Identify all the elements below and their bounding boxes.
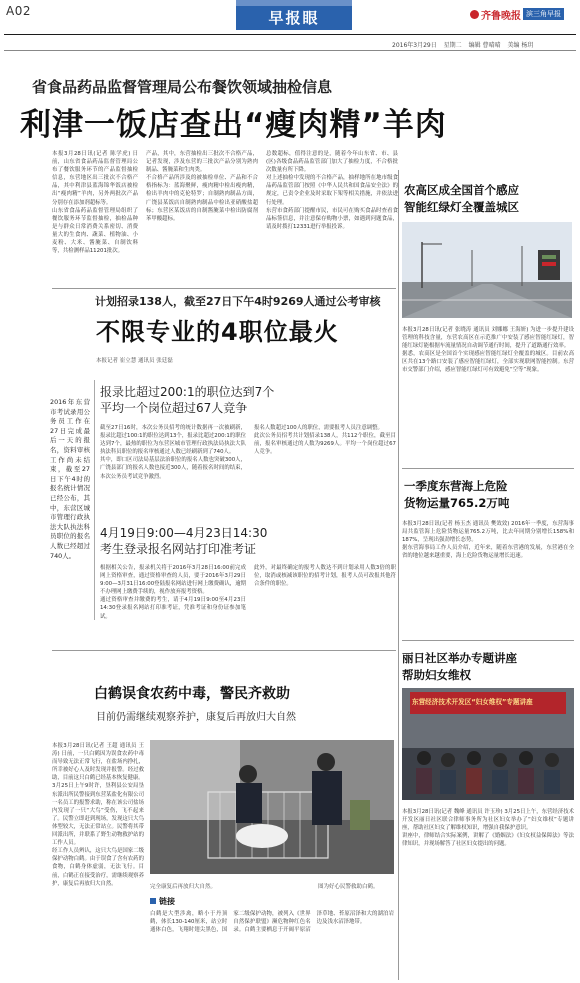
paper-name: 齐鲁晚报 bbox=[481, 10, 521, 22]
crane-photo-art bbox=[150, 740, 394, 874]
exam-top-rule bbox=[52, 288, 396, 289]
lead-para: 山东省食品药品监督管理局组织了餐饮服务环节监督抽检，抽检品种是与群众日常消费关系密切、消费量大的生食肉、蔬菜、植物油、小麦粉、大米、酱腌菜、自制饮料等，共检测样品11201批次。 bbox=[52, 207, 138, 255]
right-story-3-title-line1: 丽日社区举办专题讲座 bbox=[402, 651, 517, 665]
right-story-3-para: 本报3月28日讯(记者 魏峰 通讯员 许玉珍) 3月25日上午，东营经济技术开发区丽日社区联合律师事务所为社区妇女举办了“妇女维权”专题讲座，帮助社区妇女了解维权知识，增强自我保护意识。 bbox=[402, 809, 574, 832]
dateline-rule bbox=[4, 50, 576, 51]
right-story-2-body bbox=[402, 520, 574, 632]
exam-body-2b bbox=[254, 564, 396, 640]
issue-date: 2016年3月29日 bbox=[392, 42, 437, 49]
lead-headline: 利津一饭店查出“瘦肉精”羊肉 bbox=[20, 107, 447, 143]
right-story-2-title-line2: 货物运量765.2万吨 bbox=[404, 496, 510, 510]
crane-top-rule bbox=[52, 650, 396, 651]
crane-headline: 白鹤误食农药中毒，警民齐救助 bbox=[94, 686, 290, 702]
right-story-3-title-line2: 帮助妇女维权 bbox=[402, 668, 471, 682]
exam-headline: 不限专业的4职位最火 bbox=[96, 318, 339, 346]
exam-subhead-2-line1: 4月19日9:00—4月23日14:30 bbox=[100, 526, 268, 540]
exam-subhead-1-line1: 报录比超过200:1的职位达到7个 bbox=[100, 385, 275, 399]
right-story-3-headline bbox=[402, 650, 517, 684]
crane-para: 经工作人员辨认，这只大鸟是国家二级保护动物白鹤。由于误食了含有农药的食物，白鹤身体虚弱，无法飞行。目前，白鹤正在接受治疗，需继续观察养护，康复后再放归大自然。 bbox=[52, 848, 144, 887]
right-story-1-title-line1: 农高区成全国首个感应 bbox=[404, 183, 519, 197]
exam-para: 通过资格审查并缴费的考生，请于4月19日9:00至4月23日14:30登录报名网站打印准考证，凭准考证和身份证参加笔试。 bbox=[100, 597, 246, 620]
right-story-3-para: 讲座中，律师结合实际案例，讲解了《婚姻法》《妇女权益保障法》等法律知识，并现场解答了社区妇女提出的问题。 bbox=[402, 833, 574, 848]
lead-para: 总数超标，值得注意的是，随着今年山东省、市、县(区)各级食品药品监管部门加大了抽检力度，不合格批次数量有所下降。 bbox=[266, 151, 398, 174]
exam-sidebar-divider bbox=[94, 380, 95, 620]
right-story-2-headline bbox=[404, 478, 509, 512]
exam-body-1b bbox=[254, 424, 396, 506]
edition-name: 滨三角早报 bbox=[523, 8, 564, 20]
right-story-2-title-line1: 一季度东营海上危险 bbox=[404, 479, 508, 493]
crane-photo bbox=[150, 740, 394, 874]
exam-sidebar: 2016年东营市考试录用公务员工作在27日完成最后一天的报名，资料审核工作尚未结束，截至27日下午4时的报名统计情况已经公布，其中，东营区城市管理行政执法大队执法科员职位的报名人数已经超过740人。 bbox=[50, 398, 90, 560]
crane-body bbox=[52, 742, 144, 980]
lead-column-2 bbox=[146, 150, 258, 270]
lead-para: 对上述抽检中发现的不合格产品，抽样地所在地市级食品药品监管部门按照《中华人民共和国食品安全法》的规定，已责令企业及时采取下架等相关措施，并依法进行处理。 bbox=[266, 175, 398, 206]
exam-para: 根据相关公告，报录机关将于2016年3月28日16:00前完成网上资格审查，通过资格审查的人员，要于2016年3月29日9:00—3月31日16:00登陆报名网站进行网上缴费确认，逾期不办理网上缴费手续的，视作放弃报考资格。 bbox=[100, 565, 246, 596]
crane-para: 3月25日上午9时许，垦利县公安局垦东派出所民警接到东营某盐化有限公司一名员工的报警求助，称在该公司盐场内发现了一只“大鸟”受伤，飞不起来了。民警立即赶到现场，发现这只大鸟体型较大，无法正常站立。民警将其带回派出所，并联系了野生动物救护站的工作人员。 bbox=[52, 783, 144, 847]
exam-para: 此外，对最终确定的报考人数达不到计划录用人数3倍的职位，取消或核减该职位的招考计划，报考人员可改报其他符合条件的职位。 bbox=[254, 565, 396, 588]
header-rule bbox=[4, 34, 576, 35]
crane-photo-caption: 图为好心民警救助白鹤。 bbox=[318, 884, 379, 890]
lead-para: 不合格产品所涉及的被抽检单位、产品和不合格指标为：蓝海聚鲜，瘦肉精中检出瘦肉精，检出羊肉中的克伦特罗；自制熟肉制品方面，广饶县某饭店自制熟肉制品中检出亚硝酸盐超标；东营区某饭店的自制酱腌菜中检出防腐剂苯甲酸超标。 bbox=[146, 175, 258, 222]
lecture-banner-text: 东营经济技术开发区“妇女维权”专题讲座 bbox=[412, 698, 533, 706]
lead-kicker: 省食品药品监督管理局公布餐饮领域抽检信息 bbox=[32, 78, 333, 96]
crane-note-title: 链接 bbox=[159, 896, 175, 906]
right-story-1-headline bbox=[404, 182, 519, 216]
exam-subhead-2 bbox=[100, 525, 267, 557]
right-rule-1 bbox=[402, 468, 574, 469]
lecture-photo bbox=[402, 688, 574, 800]
editor-credit: 编辑 曹晴晴 bbox=[468, 42, 501, 49]
lead-para: 产品，其中，东营抽检出三批次不合格产品，记者发现，涉及东营的三批次产品分别为熟肉制品、酱腌菜和生肉类。 bbox=[146, 151, 258, 174]
column-divider bbox=[398, 170, 399, 980]
exam-para: 其中，即口区司法局基层法治职位的报名人数也突破300人，广饶县部门的报名人数也接近300人，随着报名时间的结束，本次公务员考试竞争激烈。 bbox=[100, 457, 246, 480]
traffic-light-photo bbox=[402, 222, 572, 318]
exam-subhead-2-line2: 考生登录报名网站打印准考证 bbox=[100, 542, 257, 556]
exam-byline: 本报记者 崔立慧 通讯员 张廷磊 bbox=[96, 358, 173, 364]
lead-column-3 bbox=[266, 150, 398, 270]
crane-subtitle: 目前仍需继续观察养护，康复后再放归大自然 bbox=[96, 712, 296, 723]
exam-para: 此次公务员招考共计划招录138人，共112个职位，截至目前，报名审核通过的人数为9269人。平均一个岗位超过67人竞争。 bbox=[254, 433, 396, 456]
crane-note-body: 白鹤是大型涉禽，略小于丹顶鹤，体长130-140厘米，站立时通体白色，飞翔时翅尖黑色，国家二级保护动物，被列入《世界自然保护联盟》濒危物种红色名录。白鹤主要栖息于开阔平原沼泽草地、苔原沼泽和大的湖泊岩边及浅水沼泽地带。 bbox=[150, 911, 394, 934]
lead-para: 本报3月28日讯(记者 陈学虎) 日前，山东省食品药品监督管理局公布了餐饮服务环节的产品监督抽检信息，东营地区出三批次不合格产品，其中利津县蓝海锦华饭店被检出“瘦肉精”羊肉，另外两批次产品分别存在添加剂超标等。 bbox=[52, 151, 138, 206]
right-story-1-para: 本报3月28日讯(记者 张晓涛 通讯员 刘娜娜 王海妍) 为进一步提升建设管理的科技含量，东营农高区在示范推广中安装了感应智能红绿灯，智能红绿灯能根据车流量情况自动调节通行时间，提升了道路通行效率。 bbox=[402, 327, 574, 350]
exam-body-2a bbox=[100, 564, 246, 640]
exam-subhead-1 bbox=[100, 384, 274, 416]
right-story-2-para: 据东营海事局工作人员介绍，近年来，随着东营港的发展，东营港在全省的地位越来越重要，海上危险货物运量增长迅速。 bbox=[402, 545, 574, 560]
right-story-1-para: 据悉，农高区是全国首个实现感应智能红绿灯全覆盖的城区。目前农高区共在13个路口安装了感应智能红绿灯，全部实现联网智能控制。东营市交警部门介绍，感应智能红绿灯可有效避免“空等”现象。 bbox=[402, 351, 574, 374]
crane-note-header bbox=[150, 894, 218, 908]
exam-body-1a bbox=[100, 424, 246, 506]
crane-para: 本报3月28日讯(记者 王超 通讯员 王涛) 日前，一只白鹤因为误食农药中毒而导致无法正常飞行，在盐场内挣扎，所幸被好心人及时发现并报警。经过救助，目前这只白鹤已经基本恢复健康。 bbox=[52, 743, 144, 782]
page-number: A02 bbox=[6, 4, 31, 18]
dateline bbox=[392, 40, 538, 49]
masthead bbox=[470, 5, 564, 23]
section-banner: 早报眼 bbox=[236, 6, 352, 30]
right-story-2-para: 本报3月28日讯(记者 杨玉杰 通讯员 樊效效) 2016年一季度，东营海事局共监管海上危险货物运量765.2万吨，比去年同期分别增长158%和187%，呈现出强劲增长态势。 bbox=[402, 521, 574, 544]
lead-column-1 bbox=[52, 150, 138, 270]
issue-weekday: 星期二 bbox=[443, 42, 462, 49]
lead-para: 东营市食药部门提醒市民，市民可在购买食品时查看食品标签信息，并注意保存购物小票，如遇到问题食品，请及时拨打12331进行举报投诉。 bbox=[266, 207, 398, 230]
right-story-3-body bbox=[402, 808, 574, 978]
designer-credit: 美编 杨玥 bbox=[507, 42, 534, 49]
paper-logo-icon bbox=[470, 10, 479, 19]
exam-para: 报名人数超过100人的职位，需要报考人员注意调整。 bbox=[254, 425, 383, 431]
link-icon bbox=[150, 898, 156, 904]
exam-subhead-1-line2: 平均一个岗位超过67人竞争 bbox=[100, 401, 248, 415]
right-rule-2 bbox=[402, 640, 574, 641]
crane-ready-caption: 完全康复后再放归大自然。 bbox=[150, 884, 217, 890]
right-story-1-body bbox=[402, 326, 574, 436]
exam-kicker: 计划招录138人，截至27日下午4时9269人通过公考审核 bbox=[95, 295, 381, 308]
traffic-light-photo-art bbox=[402, 222, 572, 318]
right-story-1-title-line2: 智能红绿灯全覆盖城区 bbox=[404, 200, 519, 214]
exam-para: 截至27日16时，本次公务员招考的统计数据再一次被刷新，报录比超过100:1的职位达到13个，报录比超过200:1的职位达到7个，最热的职位为东营区城市管理行政执法局执法大队执法科员职位的报名审核通过人数已经刷新到了740人。 bbox=[100, 425, 246, 456]
